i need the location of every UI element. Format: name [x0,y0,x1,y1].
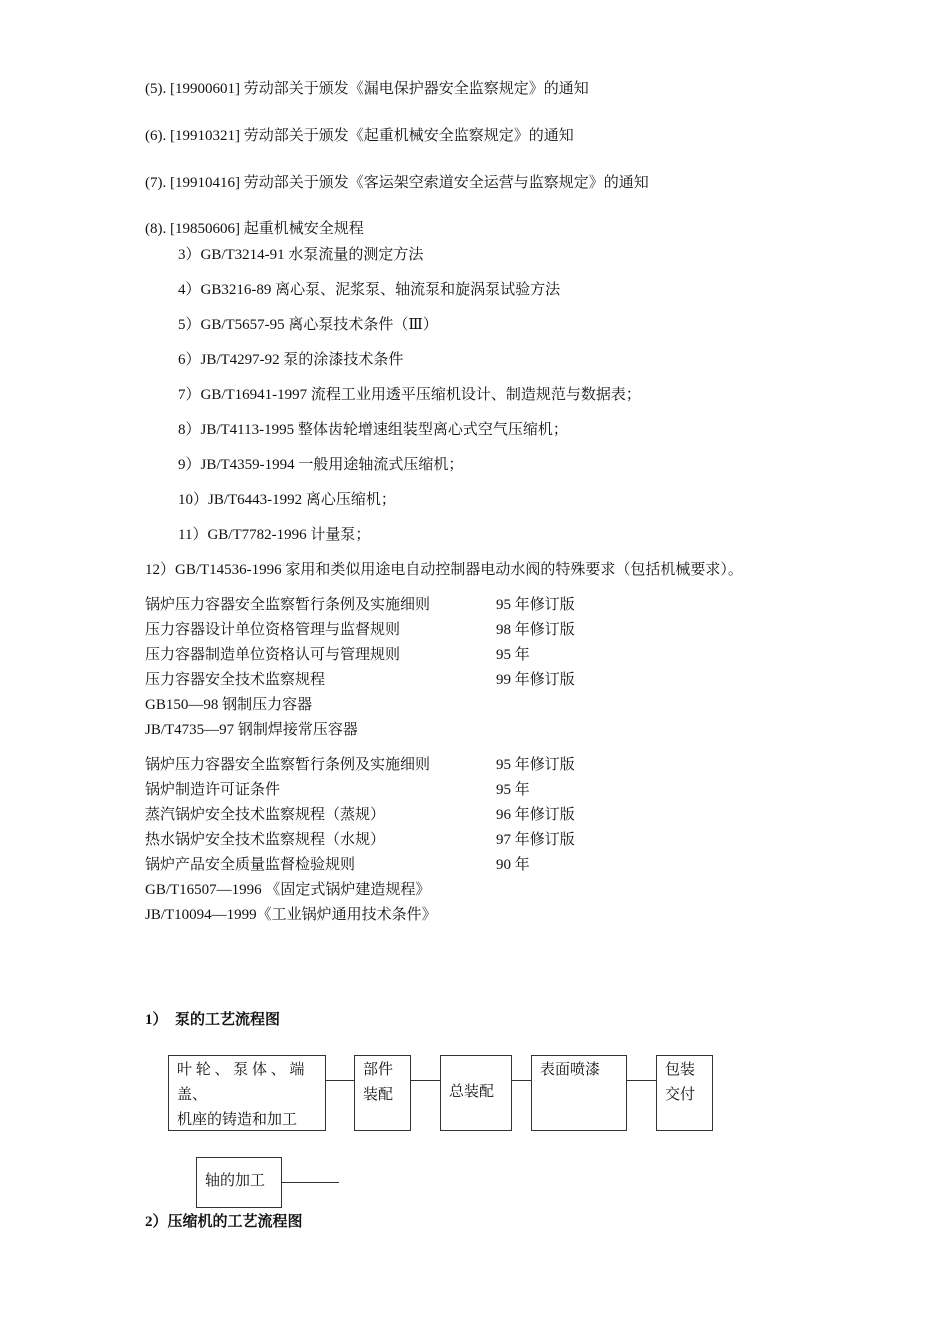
flow-connector [411,1080,440,1081]
reg-version: 95 年 [496,647,530,663]
standard-item: 3）GB/T3214-91 水泵流量的测定方法 [178,247,424,263]
section-title-compressor-flow: 2）压缩机的工艺流程图 [145,1214,303,1230]
reg-version: 95 年修订版 [496,597,575,613]
standard-item: 10）JB/T6443-1992 离心压缩机； [178,492,396,508]
reg-name: 锅炉制造许可证条件 [145,782,281,798]
standard-item: 11）GB/T7782-1996 计量泵； [178,527,371,543]
flow-box-text: 部件 [363,1062,394,1078]
reg-name: 蒸汽锅炉安全技术监察规程（蒸规） [145,807,386,823]
standard-item: 5）GB/T5657-95 离心泵技术条件（Ⅲ） [178,317,438,333]
notice-item: (6). [19910321] 劳动部关于颁发《起重机械安全监察规定》的通知 [145,128,574,144]
standard-item: 4）GB3216-89 离心泵、泥浆泵、轴流泵和旋涡泵试验方法 [178,282,561,298]
flow-box-text: 轴的加工 [205,1173,266,1189]
flow-connector [627,1080,656,1081]
flow-connector [282,1182,339,1183]
flow-box-text: 装配 [363,1087,394,1103]
flow-box-casting [168,1055,326,1131]
flow-box-text: 盖、 [177,1087,208,1103]
reg-name: 锅炉压力容器安全监察暂行条例及实施细则 [145,757,431,773]
reg-version: 99 年修订版 [496,672,575,688]
reg-name: JB/T10094—1999《工业锅炉通用技术条件》 [145,907,437,923]
flow-box-final-assembly [440,1055,512,1131]
standard-item: 7）GB/T16941-1997 流程工业用透平压缩机设计、制造规范与数据表； [178,387,641,403]
flow-box-shaft [196,1157,282,1208]
standard-item: 8）JB/T4113-1995 整体齿轮增速组装型离心式空气压缩机； [178,422,568,438]
notice-item: (8). [19850606] 起重机械安全规程 [145,221,364,237]
reg-name: JB/T4735—97 钢制焊接常压容器 [145,722,358,738]
standard-item: 9）JB/T4359-1994 一般用途轴流式压缩机； [178,457,464,473]
reg-name: GB/T16507—1996 《固定式锅炉建造规程》 [145,882,431,898]
reg-version: 98 年修订版 [496,622,575,638]
reg-version: 97 年修订版 [496,832,575,848]
flow-connector [512,1080,531,1081]
flow-box-text: 交付 [665,1087,696,1103]
reg-name: 锅炉压力容器安全监察暂行条例及实施细则 [145,597,431,613]
section-title-pump-flow: 1） 泵的工艺流程图 [145,1012,281,1028]
flow-connector [326,1080,354,1081]
flow-box-painting [531,1055,627,1131]
flow-box-text: 包装 [665,1062,696,1078]
reg-version: 95 年修订版 [496,757,575,773]
standard-item: 6）JB/T4297-92 泵的涂漆技术条件 [178,352,404,368]
reg-name: GB150—98 钢制压力容器 [145,697,313,713]
flow-box-text: 叶 轮 、 泵 体 、 端 [177,1062,305,1078]
notice-item: (7). [19910416] 劳动部关于颁发《客运架空索道安全运营与监察规定》的通知 [145,175,649,191]
reg-version: 95 年 [496,782,530,798]
flow-box-text: 总装配 [449,1084,495,1100]
reg-name: 压力容器制造单位资格认可与管理规则 [145,647,401,663]
flow-box-packing [656,1055,713,1131]
reg-name: 锅炉产品安全质量监督检验规则 [145,857,356,873]
flow-box-parts-assembly [354,1055,411,1131]
reg-name: 压力容器安全技术监察规程 [145,672,326,688]
reg-version: 90 年 [496,857,530,873]
standard-item: 12）GB/T14536-1996 家用和类似用途电自动控制器电动水阀的特殊要求（包括机械要求）。 [145,562,743,578]
flow-box-text: 表面喷漆 [540,1062,601,1078]
notice-item: (5). [19900601] 劳动部关于颁发《漏电保护器安全监察规定》的通知 [145,81,589,97]
reg-version: 96 年修订版 [496,807,575,823]
reg-name: 热水锅炉安全技术监察规程（水规） [145,832,386,848]
reg-name: 压力容器设计单位资格管理与监督规则 [145,622,401,638]
flow-box-text: 机座的铸造和加工 [177,1112,298,1128]
